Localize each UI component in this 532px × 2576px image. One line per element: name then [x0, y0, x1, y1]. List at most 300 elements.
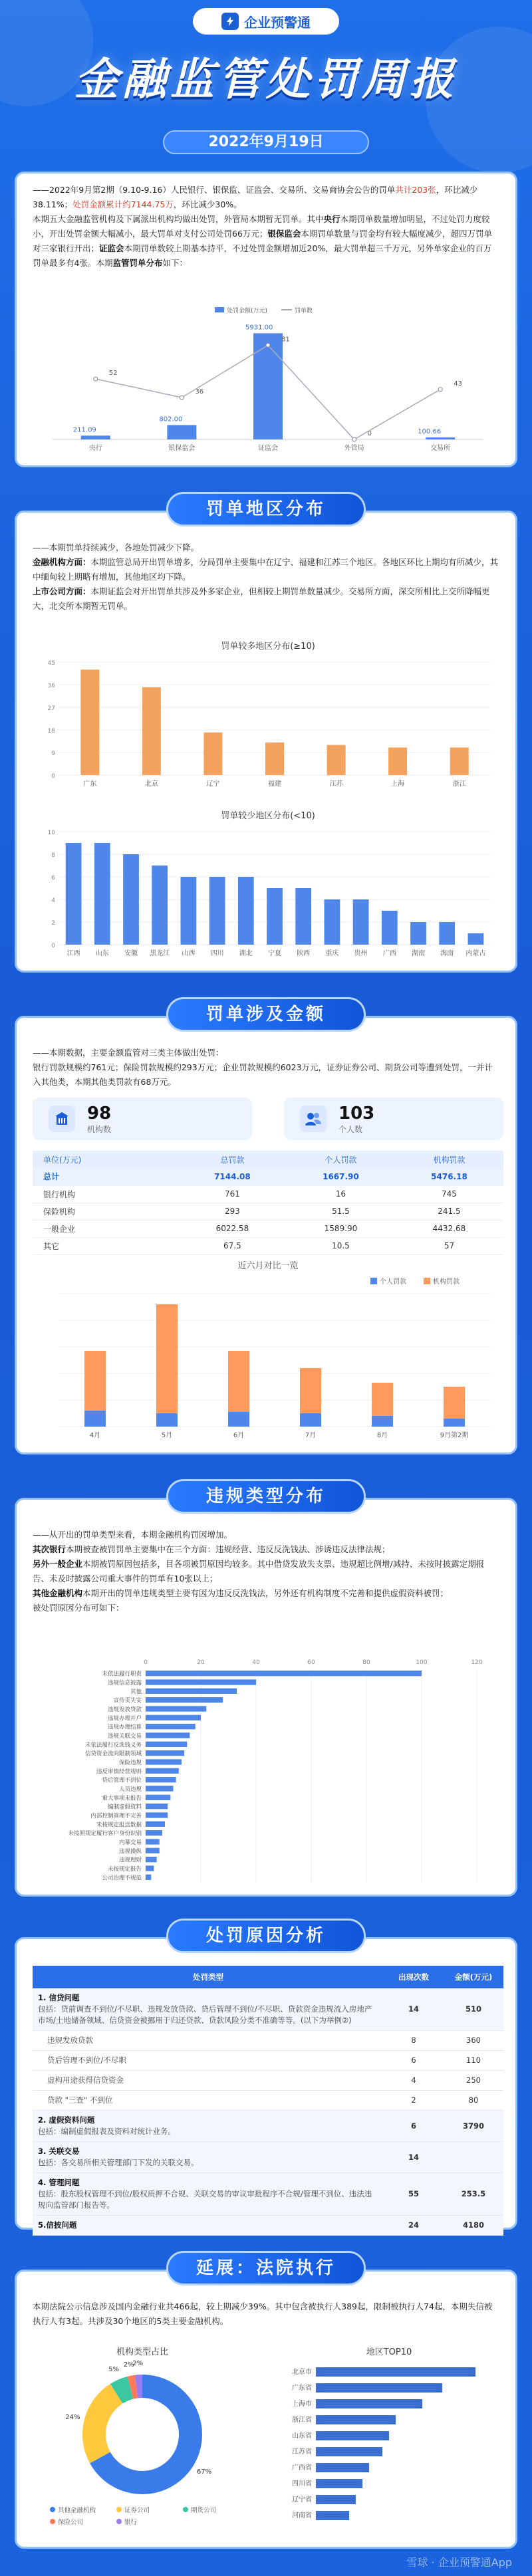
bar: [152, 866, 168, 945]
table-cell: 14: [384, 1988, 444, 2031]
x-tick-label: 60: [307, 1659, 315, 1666]
bar: [316, 2415, 396, 2424]
bar: [450, 747, 469, 775]
reason-cell: [33, 1988, 384, 2031]
bar: [468, 933, 484, 945]
bar: [146, 1706, 206, 1711]
table-cell: 1589.90: [287, 1220, 395, 1237]
y-tick-label: 内幕交易: [118, 1839, 142, 1846]
x-tick-label: 福建: [268, 780, 281, 788]
violation-paragraph-1: ——从开出的罚单类型来看，本期金融机构罚因增加。: [33, 1530, 233, 1540]
violation-paragraph-5: 被处罚原因分布可如下：: [33, 1603, 124, 1613]
y-tick-label: 违规办理开户: [107, 1715, 142, 1722]
x-tick-label: 0: [144, 1659, 148, 1666]
bar: [146, 1732, 190, 1738]
institution-label: 机构数: [87, 1124, 112, 1134]
bar-individual: [84, 1411, 106, 1427]
bar: [142, 687, 161, 775]
count-point: [180, 396, 184, 400]
x-tick-label: 上海: [391, 780, 405, 788]
x-tick-label: 陕西: [297, 950, 311, 957]
bar: [439, 922, 455, 945]
bar: [146, 1830, 162, 1835]
bar: [146, 1804, 168, 1809]
legend-swatch-amount: [215, 307, 224, 312]
table-cell: 16: [287, 1185, 395, 1203]
y-tick-label: 违规办理结算: [107, 1724, 142, 1731]
institution-pie-chart: [33, 2358, 252, 2537]
y-tick-label: 保险违规: [118, 1760, 142, 1766]
y-tick-label: 未按照规定履行客户身份识别: [68, 1830, 142, 1837]
y-tick-label: 45: [47, 660, 55, 667]
y-tick-label: 宣传页失实: [113, 1697, 142, 1704]
table-cell: 253.5: [444, 2173, 503, 2216]
bar: [146, 1839, 160, 1844]
table-cell: 2: [384, 2091, 444, 2111]
table-cell: 360: [444, 2031, 503, 2051]
amount-bar: [81, 435, 110, 439]
bar: [146, 1671, 422, 1676]
table-cell: 57: [395, 1237, 503, 1254]
intro-paragraph-2: 本期五大金融监管机构及下属派出机构均做出处罚，外管局本期暂无罚单。其中央行本期罚单数量增加明显，不过处罚力度较小，开出处罚金额大幅减小，最大罚单对支付公司处罚66万元；银保监会本期罚单数量与罚金均有较大幅度减少，超四万罚单对三家银行开出；证监会本期罚单数较上期基本持平，不过处罚金额增加近20%，最大罚单超三千万元，另外单家企业的百万罚单最多有4张。本期监管罚单分布如下：: [33, 214, 492, 268]
bar: [316, 2511, 349, 2520]
table-cell: 293: [178, 1203, 287, 1220]
legend-swatch-institution: [424, 1278, 430, 1284]
table-cell: [444, 2142, 503, 2173]
table-cell: 保险机构: [33, 1203, 178, 1220]
individual-label: 个人数: [338, 1124, 363, 1134]
reason-category: 5.信披问题: [38, 2220, 77, 2230]
x-tick-label: 内蒙古: [466, 950, 486, 957]
x-tick-label: 辽宁: [206, 780, 220, 788]
table-header-cell: 金额(万元): [444, 1966, 503, 1988]
pie-label: 2%: [123, 2361, 134, 2369]
chart-title: 罚单较多地区分布(≥10): [221, 642, 315, 651]
y-tick-label: 其他: [130, 1689, 142, 1696]
region-top10-chart: [276, 2358, 502, 2537]
table-cell: 4180: [444, 2216, 503, 2236]
reason-cell: [33, 2031, 384, 2051]
legend-label-amount: 处罚金额(万元): [227, 308, 268, 314]
table-cell: 14: [384, 2142, 444, 2173]
bar: [410, 922, 426, 945]
compare-chart: [33, 1274, 503, 1447]
bar: [146, 1812, 168, 1817]
count-point: [94, 377, 98, 381]
section-title-court: 延展：法院执行: [166, 2251, 366, 2285]
table-cell: 6: [384, 2051, 444, 2071]
intro-paragraph-1: ——2022年9月第2期（9.10-9.16）人民银行、银保监、证监会、交易所、交易商协会公告的罚单共计203张，环比减少38.11%；处罚金额累计约7144.75万，环比减少30%。: [33, 185, 478, 209]
x-tick-label: 浙江: [452, 780, 466, 788]
y-tick-label: 未按规定报告: [107, 1866, 142, 1873]
y-tick-label: 8: [51, 852, 55, 859]
x-tick-label: 8月: [376, 1432, 388, 1439]
reason-cell: [33, 2051, 384, 2071]
bar: [267, 888, 283, 945]
pie-label: 2%: [132, 2360, 144, 2368]
category-label: 银保监会: [168, 445, 196, 452]
table-cell: 其它: [33, 1237, 178, 1254]
x-tick-label: 4月: [89, 1432, 101, 1439]
table-cell: 80: [444, 2091, 503, 2111]
bar: [146, 1848, 160, 1853]
reason-category: 3. 关联交易: [38, 2147, 80, 2156]
bar: [316, 2495, 356, 2504]
table-row: [33, 1237, 503, 1254]
x-tick-label: 湖南: [412, 950, 425, 957]
compare-title: 近六月对比一览: [237, 1261, 299, 1271]
y-tick-label: 违反审慎经营规则: [96, 1768, 142, 1776]
amount-bar: [253, 333, 283, 439]
bar: [146, 1865, 154, 1871]
y-tick-label: 18: [47, 728, 55, 735]
pie-title: 机构类型占比: [116, 2347, 168, 2357]
table-cell: 67.5: [178, 1237, 287, 1254]
x-tick-label: 100: [416, 1659, 428, 1666]
violation-paragraph-4: 其他金融机构本期开出的罚单违规类型主要有因为违反反洗钱法，另外还有机构制度不完善和提供虚假资料被罚；: [33, 1588, 449, 1598]
y-tick-label: 北京市: [292, 2369, 312, 2376]
x-tick-label: 广东: [83, 780, 97, 788]
reason-description: 贷款 "三查" 不到位: [47, 2095, 113, 2105]
category-label: 证监会: [258, 445, 278, 452]
count-label: 0: [367, 430, 372, 437]
bar: [146, 1768, 179, 1774]
bar: [146, 1821, 165, 1827]
table-header-cell: 总罚款: [178, 1151, 287, 1168]
legend-swatch: [116, 2507, 122, 2512]
pie-label: 5%: [108, 2365, 120, 2373]
table-cell: 51.5: [287, 1203, 395, 1220]
bar: [353, 899, 369, 945]
table-cell: 3790: [444, 2111, 503, 2142]
bar: [146, 1679, 256, 1685]
count-label: 81: [281, 336, 290, 344]
violation-chart: [33, 1656, 503, 1889]
legend-swatch-individual: [370, 1278, 377, 1284]
legend-label-institution: 机构罚款: [433, 1278, 460, 1286]
y-tick-label: 广东省: [292, 2385, 312, 2392]
y-tick-label: 0: [51, 943, 55, 949]
y-tick-label: 未依法履行反洗钱义务: [84, 1742, 142, 1749]
y-tick-label: 未按规定报送数据: [96, 1821, 142, 1829]
legend-swatch: [50, 2507, 55, 2512]
x-tick-label: 80: [362, 1659, 370, 1666]
court-card: [15, 2270, 517, 2549]
x-tick-label: 湖北: [239, 950, 253, 957]
bar: [80, 669, 99, 775]
category-label: 外管局: [344, 445, 364, 452]
table-row: [33, 2071, 503, 2091]
x-tick-label: 贵州: [354, 950, 368, 957]
legend-label: 证券公司: [124, 2507, 150, 2514]
legend-swatch: [183, 2507, 188, 2512]
x-tick-label: 四川: [210, 950, 224, 957]
table-cell: 745: [395, 1185, 503, 1203]
y-tick-label: 10: [47, 830, 55, 836]
region-chart-large: [33, 636, 503, 795]
bar: [316, 2463, 369, 2472]
x-tick-label: 120: [471, 1659, 483, 1666]
bar-individual: [300, 1413, 321, 1427]
amount-label: 211.09: [72, 426, 96, 434]
stat-institutions: [33, 1098, 252, 1140]
page-title: 金融监管处罚周报: [74, 54, 458, 105]
reason-table: [33, 1966, 503, 2236]
count-point: [352, 437, 356, 441]
y-tick-label: 上海市: [292, 2400, 312, 2408]
violation-card: [15, 1498, 517, 1897]
issue-date: 2022年9月19日: [163, 130, 369, 154]
bar: [388, 747, 407, 775]
x-tick-label: 山西: [182, 950, 196, 957]
bar: [146, 1715, 201, 1720]
y-tick-label: 9: [51, 751, 55, 757]
table-cell: 4: [384, 2071, 444, 2091]
table-header-cell: 出现次数: [384, 1966, 444, 1988]
header: [0, 0, 532, 170]
chart-title: 罚单较少地区分布(<10): [221, 811, 315, 821]
bar-individual: [372, 1416, 393, 1427]
bar: [209, 877, 225, 945]
y-tick-label: 36: [47, 683, 55, 689]
bar-institution: [84, 1351, 106, 1411]
table-cell: 银行机构: [33, 1185, 178, 1203]
x-tick-label: 黑龙江: [150, 950, 170, 957]
reason-description: 贷后管理不到位/不尽职: [47, 2055, 126, 2065]
bar-institution: [300, 1368, 321, 1413]
bar: [146, 1777, 176, 1782]
reason-cell: [33, 2216, 384, 2236]
y-tick-label: 四川省: [292, 2480, 312, 2488]
table-header-cell: 个人罚款: [287, 1151, 395, 1168]
bar: [316, 2431, 389, 2440]
reason-description: 包括：贷前调查不到位/不尽职、违规发放贷款、贷后管理不到位/不尽职、贷款资金违规流入房地产市场/土地储备领域、信贷资金被挪用于归还贷款、贷款风险分类不准确等等。(以下为举例②): [38, 2004, 372, 2025]
bar: [146, 1724, 196, 1729]
institution-count: 98: [87, 1103, 112, 1123]
reason-description: 包括：编制虚假报表及资料对统计业务。: [38, 2127, 176, 2136]
bar-individual: [156, 1413, 178, 1427]
table-cell: 8: [384, 2031, 444, 2051]
bar-institution: [228, 1351, 249, 1412]
individual-count: 103: [338, 1103, 375, 1123]
building-icon: [49, 1106, 75, 1132]
bar: [316, 2399, 422, 2408]
x-tick-label: 7月: [305, 1432, 317, 1439]
x-tick-label: 海南: [440, 950, 454, 957]
table-cell: 761: [178, 1185, 287, 1203]
y-tick-label: 公司治理不规范: [102, 1875, 142, 1882]
x-tick-label: 江苏: [329, 780, 343, 788]
section-title-region: 罚单地区分布: [166, 492, 366, 527]
amount-label: 802.00: [159, 415, 183, 423]
bar: [316, 2367, 475, 2377]
count-point: [266, 343, 270, 347]
bar: [325, 899, 340, 945]
table-row: [33, 1168, 503, 1185]
bar: [146, 1689, 237, 1694]
bar: [123, 854, 139, 945]
amount-card: [15, 1016, 517, 1455]
x-tick-label: 6月: [233, 1432, 245, 1439]
table-cell: 总计: [33, 1168, 178, 1185]
reason-card: [15, 1937, 517, 2230]
y-tick-label: 编制虚假资料: [107, 1804, 142, 1811]
y-tick-label: 信贷资金流向限制领域: [84, 1750, 142, 1758]
reason-cell: [33, 2071, 384, 2091]
reason-description: 包括：股东股权管理不到位/股权质押不合规、关联交易的审议审批程序不合规/管理不到位、违法违规向监管部门报告等。: [38, 2189, 372, 2210]
x-tick-label: 5月: [161, 1432, 173, 1439]
violation-paragraph-3: 另外一般企业本期被罚原因包括多，目各项被罚原因均较多。其中借贷发放失支票、违规超比例增/减持、未按时披露定期报告、未及时披露公司重大事件的罚单有10张以上；: [33, 1559, 485, 1583]
pie-slice: [82, 2384, 123, 2463]
table-row: [33, 2173, 503, 2216]
bar: [265, 743, 284, 775]
table-row: [33, 1220, 503, 1237]
y-tick-label: 山东省: [292, 2432, 312, 2440]
stat-individuals: [284, 1098, 503, 1140]
y-tick-label: 违规关联交易: [107, 1733, 142, 1740]
bar: [382, 911, 398, 945]
bar: [66, 843, 82, 945]
table-header-cell: 单位(万元): [33, 1151, 178, 1168]
reason-category: 4. 管理问题: [38, 2178, 80, 2187]
table-header-cell: 处罚类型: [33, 1966, 384, 1988]
bar: [316, 2447, 382, 2456]
amount-bar: [167, 425, 196, 439]
reason-description: 包括：各交易所相关管理部门下发的关联交易。: [38, 2158, 199, 2167]
people-icon: [300, 1106, 327, 1132]
y-tick-label: 未依法履行职责: [102, 1671, 142, 1678]
watermark: 雪球 · 企业预警通App: [406, 2556, 512, 2569]
table-row: [33, 2216, 503, 2236]
intro-card: [15, 172, 517, 467]
table-row: [33, 2091, 503, 2111]
count-label: 52: [108, 370, 118, 377]
bar: [203, 733, 222, 775]
reason-cell: [33, 2111, 384, 2142]
category-label: 交易所: [430, 445, 451, 452]
bar-individual: [444, 1419, 465, 1427]
region-card: [15, 511, 517, 973]
table-cell: 510: [444, 1988, 503, 2031]
table-cell: 10.5: [287, 1237, 395, 1254]
bar: [316, 2479, 362, 2488]
bar: [146, 1742, 187, 1747]
legend-label: 保险公司: [58, 2519, 84, 2526]
x-tick-label: 安徽: [124, 950, 138, 957]
y-tick-label: 人员违规: [118, 1786, 142, 1793]
y-tick-label: 广西省: [292, 2464, 312, 2472]
bar: [327, 745, 346, 775]
y-tick-label: 江苏省: [292, 2448, 312, 2456]
table-cell: 4432.68: [395, 1220, 503, 1237]
table-cell: 110: [444, 2051, 503, 2071]
table-cell: 一般企业: [33, 1220, 178, 1237]
table-cell: 24: [384, 2216, 444, 2236]
amount-label: 5931.00: [245, 324, 273, 332]
y-tick-label: 4: [51, 897, 55, 904]
legend-label: 银行: [124, 2519, 138, 2526]
bar-institution: [156, 1304, 178, 1413]
legend-swatch: [50, 2519, 55, 2524]
amount-bar: [426, 437, 455, 439]
x-tick-label: 北京: [144, 780, 158, 788]
bar: [146, 1786, 174, 1791]
y-tick-label: 重大事项未报告: [102, 1795, 142, 1802]
y-tick-label: 0: [51, 773, 55, 780]
table-row: [33, 2111, 503, 2142]
table-cell: 6022.58: [178, 1220, 287, 1237]
bar: [146, 1697, 223, 1702]
section-title-reason: 处罚原因分析: [166, 1919, 366, 1953]
bar: [146, 1875, 151, 1880]
y-tick-label: 违规信息披露: [107, 1680, 142, 1687]
y-tick-label: 违规发放贷款: [107, 1706, 142, 1713]
x-tick-label: 江西: [66, 950, 80, 957]
count-label: 36: [195, 388, 204, 396]
x-tick-label: 40: [252, 1659, 260, 1666]
legend-label-count: 罚单数: [295, 308, 313, 314]
region-chart-small: [33, 805, 503, 965]
section-title-amount: 罚单涉及金额: [166, 997, 366, 1032]
bar: [316, 2383, 442, 2393]
legend-swatch: [116, 2519, 122, 2524]
table-header-cell: 机构罚款: [395, 1151, 503, 1168]
x-tick-label: 宁夏: [268, 950, 281, 957]
reason-cell: [33, 2142, 384, 2173]
x-tick-label: 山东: [95, 950, 109, 957]
amount-label: 100.66: [418, 428, 442, 435]
amount-table: [33, 1151, 503, 1255]
pie-label: 67%: [196, 2468, 212, 2476]
legend-label: 其他金融机构: [58, 2507, 96, 2514]
table-cell: 6: [384, 2111, 444, 2142]
table-row: [33, 1203, 503, 1220]
lightning-icon: [221, 13, 239, 30]
logo-text: 企业预警通: [244, 14, 311, 31]
court-paragraph: 本期法院公示信息涉及国内金融行业共466起，较上期减少39%。其中包含被执行人389起，限制被执行人74起，本期失信被执行人有3起。共涉及30个地区的5类主要金融机构。: [33, 2301, 493, 2326]
bar: [146, 1857, 157, 1862]
region-paragraph-1: ——本期罚单持续减少，各地处罚减少下降。: [33, 542, 200, 552]
table-cell: 55: [384, 2173, 444, 2216]
legend-label: 期货公司: [191, 2507, 217, 2514]
bar: [146, 1759, 182, 1764]
table-row: [33, 1185, 503, 1203]
y-tick-label: 河南省: [292, 2512, 312, 2519]
legend-label-individual: 个人罚款: [380, 1278, 406, 1286]
bar-individual: [228, 1412, 249, 1427]
y-tick-label: 违规理财: [118, 1857, 142, 1864]
category-label: 央行: [88, 445, 102, 452]
bar-institution: [444, 1387, 465, 1419]
x-tick-label: 广西: [382, 950, 396, 957]
reason-category: 2. 虚假资料问题: [38, 2115, 95, 2125]
section-title-violation: 违规类型分布: [166, 1479, 366, 1514]
y-tick-label: 27: [47, 705, 55, 712]
x-tick-label: 9月第2期: [440, 1432, 469, 1439]
y-tick-label: 辽宁省: [292, 2496, 312, 2504]
y-tick-label: 违规操纵: [118, 1848, 142, 1855]
reason-description: 违规发放贷款: [47, 2036, 93, 2045]
table-row: [33, 2051, 503, 2071]
table-cell: 250: [444, 2071, 503, 2091]
x-tick-label: 重庆: [325, 950, 339, 957]
bar: [94, 843, 110, 945]
bar-institution: [372, 1383, 393, 1416]
region-paragraph-3: 上市公司方面：本期证监会对开出罚单共涉及外多家企业，但相较上期罚单数量减少。交易所方面，深交所相比上交所降幅更大，北交所本期暂无罚单。: [33, 586, 490, 611]
logo: [193, 8, 339, 35]
y-tick-label: 2: [51, 920, 55, 927]
bar: [146, 1750, 184, 1756]
